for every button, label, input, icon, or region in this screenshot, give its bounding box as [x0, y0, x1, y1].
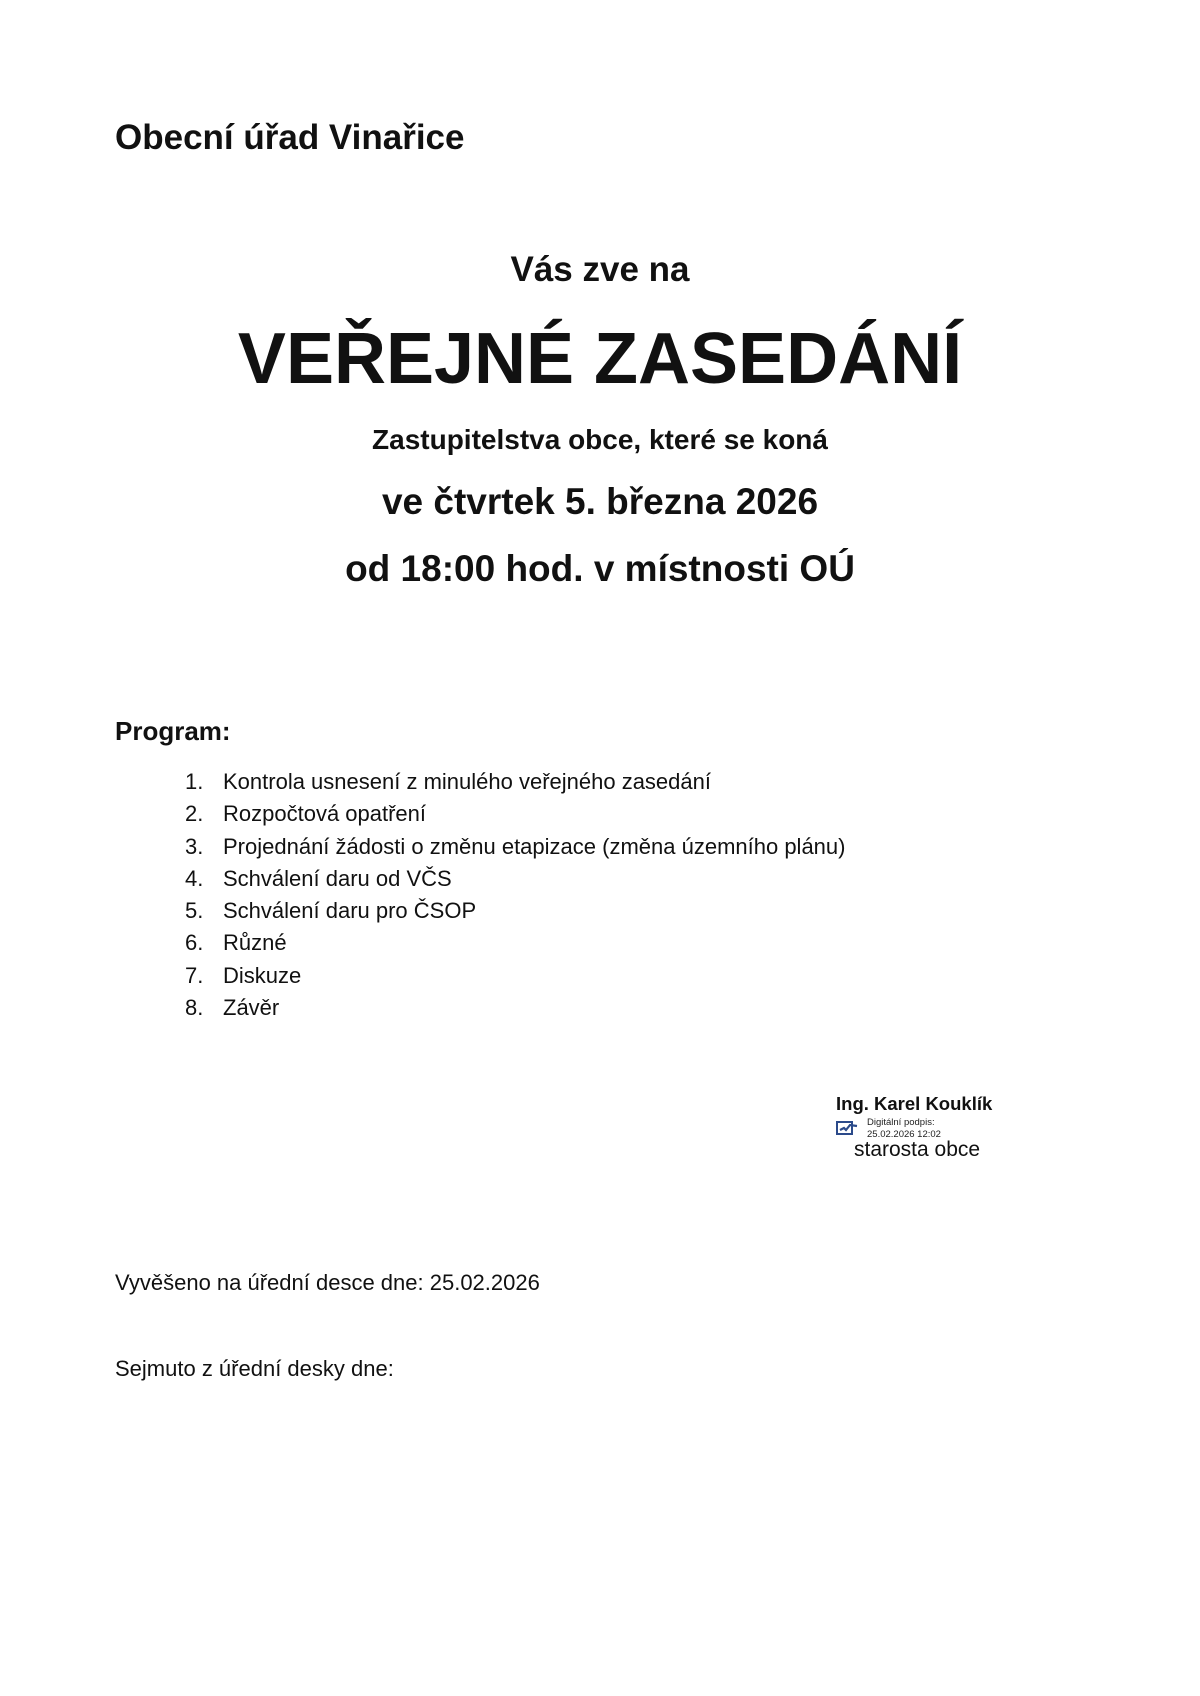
program-item-text: Schválení daru od VČS: [223, 865, 452, 891]
program-item-number: 2.: [185, 801, 204, 827]
program-item: [185, 960, 845, 992]
digital-signature-label: Digitální podpis:: [867, 1117, 935, 1128]
meeting-date: ve čtvrtek 5. března 2026: [381, 481, 819, 522]
program-heading: Program:: [115, 716, 231, 746]
program-item: [185, 798, 845, 830]
program-item-text: Projednání žádosti o změnu etapizace (změna územního plánu): [223, 833, 846, 859]
invitation-line: Vás zve na: [510, 250, 690, 289]
program-list: [185, 766, 845, 1024]
signatory-role: starosta obce: [854, 1138, 981, 1161]
program-item-number: 1.: [185, 769, 204, 794]
program-item: [185, 895, 845, 927]
document-title: VEŘEJNÉ ZASEDÁNÍ: [237, 319, 963, 399]
meeting-time-place: od 18:00 hod. v místnosti OÚ: [345, 548, 855, 589]
program-item-number: 3.: [185, 833, 204, 859]
program-item-number: 4.: [185, 865, 204, 891]
program-item: [185, 992, 845, 1024]
program-item: [185, 863, 845, 895]
digital-signature-timestamp: 25.02.2026 12:02: [867, 1129, 941, 1140]
digital-signature-icon: [836, 1120, 858, 1136]
program-item-text: Schválení daru pro ČSOP: [223, 898, 477, 924]
posted-date-line: Vyvěšeno na úřední desce dne: 25.02.2026: [115, 1270, 540, 1295]
program-item-text: Rozpočtová opatření: [223, 801, 427, 827]
program-item-number: 7.: [185, 962, 204, 988]
program-item: [185, 831, 845, 863]
program-item-text: Kontrola usnesení z minulého veřejného zasedání: [223, 769, 711, 794]
removed-date-line: Sejmuto z úřední desky dne:: [115, 1356, 394, 1381]
program-item-number: 8.: [185, 995, 204, 1021]
program-item-number: 6.: [185, 930, 204, 956]
program-item-text: Závěr: [223, 995, 280, 1021]
office-name-header: Obecní úřad Vinařice: [115, 118, 465, 157]
program-item-text: Diskuze: [223, 962, 302, 988]
meeting-subtitle: Zastupitelstva obce, které se koná: [372, 424, 828, 455]
program-item: [185, 766, 845, 798]
signatory-name: Ing. Karel Kouklík: [836, 1093, 993, 1114]
program-item: [185, 927, 845, 959]
signature-block: [836, 1093, 1026, 1162]
program-item-text: Různé: [223, 930, 287, 956]
program-item-number: 5.: [185, 898, 204, 924]
